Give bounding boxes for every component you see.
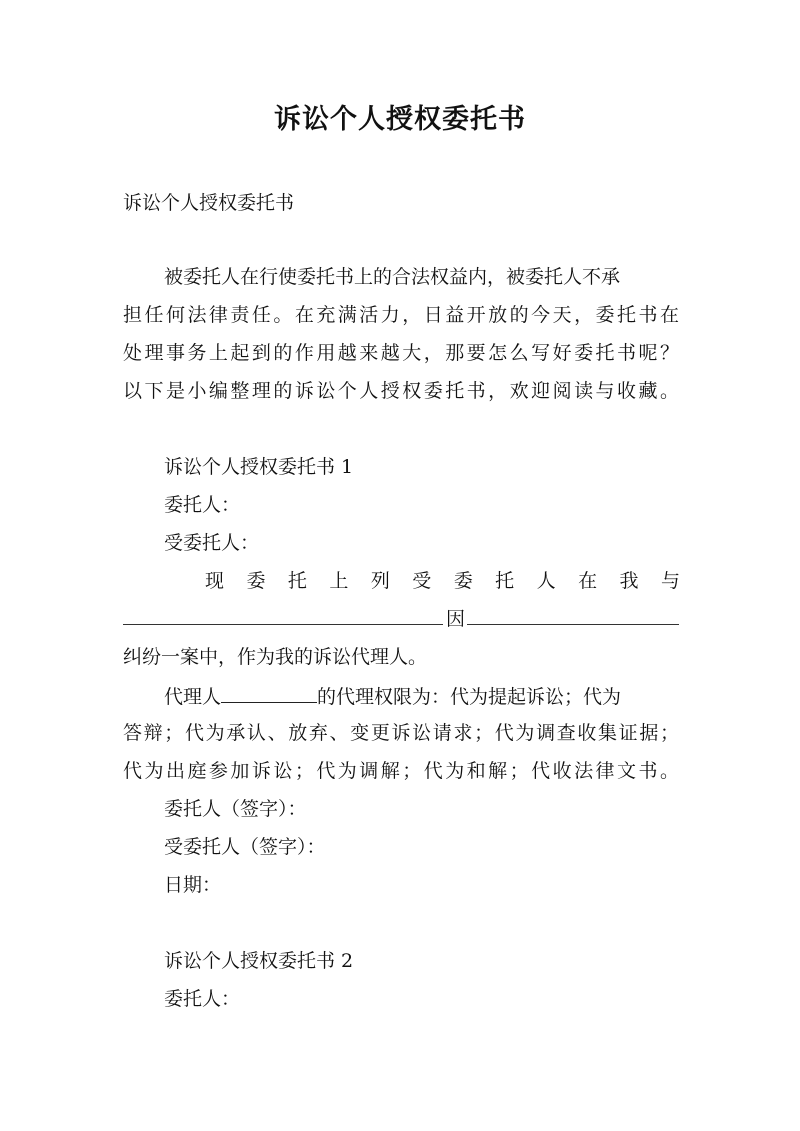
section1-agent-label: 受委托人： [164,532,260,554]
entrust-char: 委 [453,570,473,592]
party-blank-line [123,624,443,625]
dispute-blank-line [467,624,679,625]
authority-suffix: 的代理权限为：代为提起诉讼；代为 [317,686,622,708]
intro-line-3: 处理事务上起到的作用越来越大，那要怎么写好委托书呢？ [123,342,679,364]
case-line: 纠纷一案中，作为我的诉讼代理人。 [123,646,428,668]
entrust-char: 委 [246,570,266,592]
intro-line-4: 以下是小编整理的诉讼个人授权委托书，欢迎阅读与收藏。 [123,380,679,402]
agent-signature-label: 受委托人（签字）： [164,836,326,858]
section2-principal-label: 委托人： [164,988,241,1010]
entrust-char: 在 [578,570,598,592]
document-subtitle: 诉讼个人授权委托书 [123,192,295,214]
intro-line-1: 被委托人在行使委托书上的合法权益内，被委托人不承 [164,266,621,288]
section1-principal-label: 委托人： [164,494,241,516]
authority-prefix: 代理人 [164,686,222,708]
entrust-char: 托 [495,570,515,592]
authority-line-1 [164,680,621,712]
entrust-char: 列 [370,570,390,592]
entrust-char: 托 [287,570,307,592]
entrust-char: 与 [660,570,680,592]
authority-line-3: 代为出庭参加诉讼；代为调解；代为和解；代收法律文书。 [123,760,679,782]
entrust-char: 现 [205,570,225,592]
date-label: 日期： [164,874,222,896]
intro-line-2: 担任何法律责任。在充满活力，日益开放的今天，委托书在 [123,304,679,326]
entrust-line [205,566,680,596]
because-label: 因 [446,608,466,630]
document-title: 诉讼个人授权委托书 [274,104,526,135]
entrust-char: 上 [329,570,349,592]
entrust-char: 受 [412,570,432,592]
section2-heading: 诉讼个人授权委托书 2 [164,950,354,972]
authority-line-2: 答辩；代为承认、放弃、变更诉讼请求；代为调查收集证据； [123,722,679,744]
entrust-char: 人 [536,570,556,592]
principal-signature-label: 委托人（签字）： [164,798,307,820]
entrust-char: 我 [619,570,639,592]
agent-name-blank [221,680,317,703]
section1-heading: 诉讼个人授权委托书 1 [164,456,354,478]
